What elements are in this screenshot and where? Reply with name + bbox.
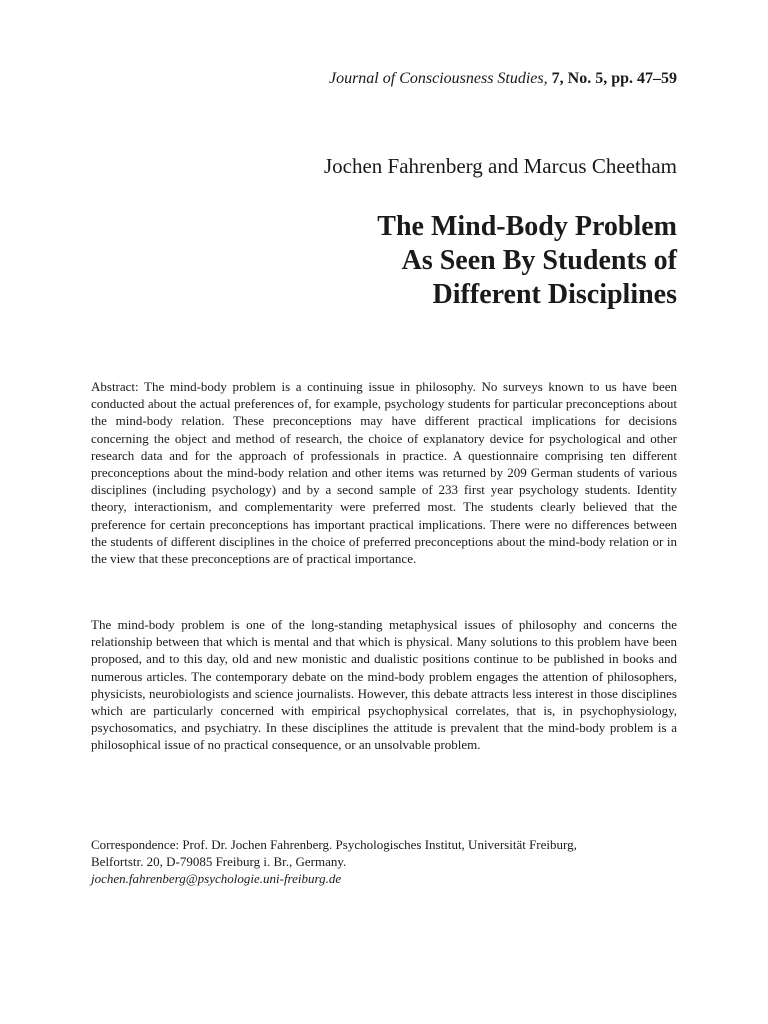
correspondence-email[interactable]: jochen.fahrenberg@psychologie.uni-freiburg.de [91,871,342,887]
title-line-3: Different Disciplines [432,279,677,310]
correspondence-line-1: Correspondence: Prof. Dr. Jochen Fahrenberg. Psychologisches Institut, Universität Freiburg, [91,837,577,852]
journal-volume-pages: 7, No. 5, pp. 47–59 [551,70,677,87]
paper-title [377,210,677,312]
title-line-2: As Seen By Students of [401,245,677,276]
title-line-1: The Mind-Body Problem [377,211,677,242]
journal-citation [329,70,677,88]
intro-paragraph: The mind-body problem is one of the long-standing metaphysical issues of philosophy and concerns the relationship between that which is mental and that which is physical. Many solutions to this problem have been proposed, and to this day, old and new monistic and dualistic positions continue to be published in books and numerous articles. The contemporary debate on the mind-body problem engages the attention of philosophers, physicists, neurobiologists and science journalists. However, this debate attracts less interest in those disciplines which are particularly concerned with empirical psychophysical correlates, that is, in psychophysiology, psychosomatics, and psychiatry. In these disciplines the attitude is prevalent that the mind-body problem is a philosophical issue of no practical consequence, or an unsolvable problem. [91,617,677,753]
paper-page [91,0,677,1024]
correspondence-block [91,836,677,888]
abstract-paragraph: Abstract: The mind-body problem is a continuing issue in philosophy. No surveys known to us have been conducted about the actual preferences of, for example, psychology students for particular preconceptions about the mind-body relation. These preconceptions may have different practical implications for decisions concerning the object and method of research, the choice of explanatory device for psychological and other research data and for the approach of professionals in practice. A questionnaire comprising ten different preconceptions about the mind-body relation and other items was returned by 209 German students of various disciplines (including psychology) and by a second sample of 233 first year psychology students. Identity theory, interactionism, and complementarity were preferred most. The students clearly believed that the preference for certain preconceptions has important practical implications. There were no differences between the students of different disciplines in the choice of preferred preconceptions about the mind-body relation or in the view that these preconceptions are of practical importance. [91,379,677,567]
author-list: Jochen Fahrenberg and Marcus Cheetham [323,154,677,178]
journal-name: Journal of Consciousness Studies, [328,70,548,87]
correspondence-line-2: Belfortstr. 20, D-79085 Freiburg i. Br., Germany. [91,854,347,870]
